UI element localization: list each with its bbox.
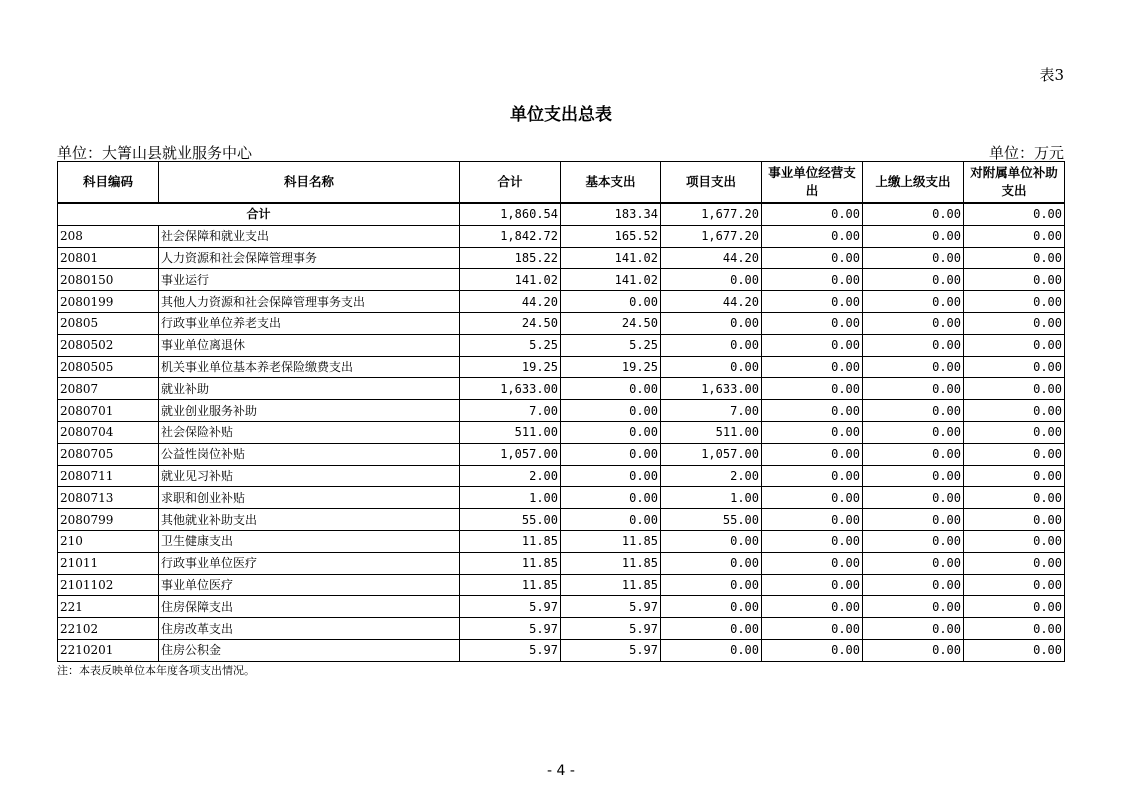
- cell-project: 55.00: [661, 509, 762, 531]
- cell-name: 事业单位离退休: [159, 334, 460, 356]
- table-row: [58, 247, 1065, 269]
- cell-total: 11.85: [460, 552, 561, 574]
- cell-code: 2101102: [58, 574, 159, 596]
- cell-basic: 0.00: [561, 509, 661, 531]
- cell-basic: 24.50: [561, 312, 661, 334]
- page-title: 单位支出总表: [510, 105, 612, 125]
- cell-code: 2080701: [58, 400, 159, 422]
- cell-subsidy: 0.00: [964, 509, 1065, 531]
- cell-project: 511.00: [661, 421, 762, 443]
- cell-total: 2.00: [460, 465, 561, 487]
- table-row: [58, 596, 1065, 618]
- cell-name: 行政事业单位养老支出: [159, 312, 460, 334]
- cell-total: 511.00: [460, 421, 561, 443]
- table-row: [58, 400, 1065, 422]
- cell-code: 210: [58, 530, 159, 552]
- cell-code: 208: [58, 225, 159, 247]
- table-row: [58, 421, 1065, 443]
- total-row: [58, 203, 1065, 225]
- total-subsidy: 0.00: [964, 203, 1065, 225]
- unit-name: 单位：大箐山县就业服务中心: [57, 144, 253, 162]
- cell-total: 55.00: [460, 509, 561, 531]
- cell-business: 0.00: [762, 378, 863, 400]
- cell-total: 185.22: [460, 247, 561, 269]
- cell-superior: 0.00: [863, 574, 964, 596]
- table-number: 表3: [1039, 66, 1064, 84]
- cell-business: 0.00: [762, 421, 863, 443]
- cell-code: 2210201: [58, 639, 159, 661]
- cell-superior: 0.00: [863, 509, 964, 531]
- table-row: [58, 225, 1065, 247]
- cell-total: 5.97: [460, 639, 561, 661]
- cell-project: 0.00: [661, 312, 762, 334]
- header-basic: 基本支出: [561, 162, 661, 204]
- cell-superior: 0.00: [863, 443, 964, 465]
- cell-basic: 0.00: [561, 487, 661, 509]
- table-row: [58, 269, 1065, 291]
- cell-subsidy: 0.00: [964, 421, 1065, 443]
- cell-subsidy: 0.00: [964, 334, 1065, 356]
- cell-basic: 141.02: [561, 269, 661, 291]
- cell-superior: 0.00: [863, 269, 964, 291]
- cell-subsidy: 0.00: [964, 291, 1065, 313]
- cell-superior: 0.00: [863, 639, 964, 661]
- table-row: [58, 291, 1065, 313]
- table-row: [58, 312, 1065, 334]
- cell-total: 5.25: [460, 334, 561, 356]
- total-project: 1,677.20: [661, 203, 762, 225]
- cell-basic: 5.97: [561, 618, 661, 640]
- cell-project: 0.00: [661, 269, 762, 291]
- cell-superior: 0.00: [863, 291, 964, 313]
- cell-total: 44.20: [460, 291, 561, 313]
- total-business: 0.00: [762, 203, 863, 225]
- cell-name: 社会保险补贴: [159, 421, 460, 443]
- cell-name: 机关事业单位基本养老保险缴费支出: [159, 356, 460, 378]
- cell-subsidy: 0.00: [964, 530, 1065, 552]
- cell-name: 卫生健康支出: [159, 530, 460, 552]
- cell-project: 1,677.20: [661, 225, 762, 247]
- cell-code: 20801: [58, 247, 159, 269]
- table-row: [58, 487, 1065, 509]
- cell-superior: 0.00: [863, 487, 964, 509]
- cell-project: 7.00: [661, 400, 762, 422]
- cell-basic: 141.02: [561, 247, 661, 269]
- cell-basic: 11.85: [561, 552, 661, 574]
- cell-subsidy: 0.00: [964, 639, 1065, 661]
- cell-business: 0.00: [762, 487, 863, 509]
- cell-superior: 0.00: [863, 312, 964, 334]
- table-row: [58, 334, 1065, 356]
- cell-basic: 11.85: [561, 574, 661, 596]
- cell-business: 0.00: [762, 530, 863, 552]
- cell-superior: 0.00: [863, 465, 964, 487]
- cell-subsidy: 0.00: [964, 378, 1065, 400]
- cell-superior: 0.00: [863, 225, 964, 247]
- cell-code: 2080199: [58, 291, 159, 313]
- cell-total: 7.00: [460, 400, 561, 422]
- cell-code: 2080711: [58, 465, 159, 487]
- cell-total: 1.00: [460, 487, 561, 509]
- cell-superior: 0.00: [863, 421, 964, 443]
- cell-subsidy: 0.00: [964, 247, 1065, 269]
- cell-total: 5.97: [460, 596, 561, 618]
- cell-project: 1.00: [661, 487, 762, 509]
- header-project: 项目支出: [661, 162, 762, 204]
- cell-total: 5.97: [460, 618, 561, 640]
- cell-total: 1,633.00: [460, 378, 561, 400]
- cell-subsidy: 0.00: [964, 269, 1065, 291]
- cell-subsidy: 0.00: [964, 356, 1065, 378]
- cell-project: 0.00: [661, 552, 762, 574]
- cell-code: 20805: [58, 312, 159, 334]
- cell-superior: 0.00: [863, 618, 964, 640]
- cell-business: 0.00: [762, 596, 863, 618]
- footnote: 注：本表反映单位本年度各项支出情况。: [57, 664, 255, 677]
- table-row: [58, 378, 1065, 400]
- cell-code: 221: [58, 596, 159, 618]
- header-row: [58, 162, 1065, 204]
- table-row: [58, 509, 1065, 531]
- cell-code: 2080502: [58, 334, 159, 356]
- cell-superior: 0.00: [863, 247, 964, 269]
- header-business: 事业单位经营支出: [762, 162, 863, 204]
- cell-basic: 0.00: [561, 465, 661, 487]
- cell-superior: 0.00: [863, 596, 964, 618]
- cell-basic: 5.97: [561, 596, 661, 618]
- table-row: [58, 356, 1065, 378]
- table-row: [58, 574, 1065, 596]
- cell-name: 就业见习补贴: [159, 465, 460, 487]
- cell-business: 0.00: [762, 509, 863, 531]
- cell-project: 0.00: [661, 334, 762, 356]
- cell-subsidy: 0.00: [964, 487, 1065, 509]
- cell-code: 2080799: [58, 509, 159, 531]
- cell-project: 0.00: [661, 618, 762, 640]
- cell-superior: 0.00: [863, 334, 964, 356]
- table-row: [58, 530, 1065, 552]
- table-row: [58, 465, 1065, 487]
- cell-subsidy: 0.00: [964, 225, 1065, 247]
- cell-basic: 0.00: [561, 443, 661, 465]
- cell-business: 0.00: [762, 225, 863, 247]
- cell-business: 0.00: [762, 400, 863, 422]
- cell-subsidy: 0.00: [964, 596, 1065, 618]
- cell-subsidy: 0.00: [964, 312, 1065, 334]
- cell-business: 0.00: [762, 552, 863, 574]
- header-code: 科目编码: [58, 162, 159, 204]
- cell-code: 20807: [58, 378, 159, 400]
- cell-business: 0.00: [762, 574, 863, 596]
- table-row: [58, 443, 1065, 465]
- cell-basic: 5.97: [561, 639, 661, 661]
- cell-project: 0.00: [661, 530, 762, 552]
- cell-project: 0.00: [661, 356, 762, 378]
- table-row: [58, 618, 1065, 640]
- cell-project: 0.00: [661, 639, 762, 661]
- cell-subsidy: 0.00: [964, 465, 1065, 487]
- cell-superior: 0.00: [863, 400, 964, 422]
- header-superior: 上缴上级支出: [863, 162, 964, 204]
- cell-name: 事业运行: [159, 269, 460, 291]
- cell-name: 就业补助: [159, 378, 460, 400]
- cell-project: 44.20: [661, 247, 762, 269]
- cell-name: 公益性岗位补贴: [159, 443, 460, 465]
- cell-total: 11.85: [460, 574, 561, 596]
- cell-name: 住房保障支出: [159, 596, 460, 618]
- cell-superior: 0.00: [863, 530, 964, 552]
- cell-basic: 5.25: [561, 334, 661, 356]
- cell-code: 2080713: [58, 487, 159, 509]
- cell-superior: 0.00: [863, 552, 964, 574]
- cell-subsidy: 0.00: [964, 574, 1065, 596]
- cell-code: 2080505: [58, 356, 159, 378]
- cell-project: 44.20: [661, 291, 762, 313]
- cell-code: 21011: [58, 552, 159, 574]
- total-total: 1,860.54: [460, 203, 561, 225]
- total-label: 合计: [58, 203, 460, 225]
- cell-project: 0.00: [661, 596, 762, 618]
- cell-code: 2080150: [58, 269, 159, 291]
- cell-code: 22102: [58, 618, 159, 640]
- cell-business: 0.00: [762, 247, 863, 269]
- cell-code: 2080705: [58, 443, 159, 465]
- cell-name: 其他就业补助支出: [159, 509, 460, 531]
- cell-subsidy: 0.00: [964, 443, 1065, 465]
- cell-name: 求职和创业补贴: [159, 487, 460, 509]
- cell-project: 1,057.00: [661, 443, 762, 465]
- cell-name: 住房改革支出: [159, 618, 460, 640]
- cell-basic: 11.85: [561, 530, 661, 552]
- cell-subsidy: 0.00: [964, 552, 1065, 574]
- cell-total: 1,057.00: [460, 443, 561, 465]
- cell-subsidy: 0.00: [964, 400, 1065, 422]
- cell-basic: 0.00: [561, 378, 661, 400]
- cell-business: 0.00: [762, 356, 863, 378]
- cell-basic: 0.00: [561, 291, 661, 313]
- cell-basic: 0.00: [561, 421, 661, 443]
- expenditure-table: [57, 161, 1065, 662]
- cell-business: 0.00: [762, 618, 863, 640]
- cell-business: 0.00: [762, 312, 863, 334]
- cell-name: 其他人力资源和社会保障管理事务支出: [159, 291, 460, 313]
- cell-basic: 19.25: [561, 356, 661, 378]
- cell-name: 行政事业单位医疗: [159, 552, 460, 574]
- cell-subsidy: 0.00: [964, 618, 1065, 640]
- page-number: - 4 -: [547, 763, 575, 779]
- cell-superior: 0.00: [863, 356, 964, 378]
- cell-name: 就业创业服务补助: [159, 400, 460, 422]
- cell-total: 1,842.72: [460, 225, 561, 247]
- cell-name: 社会保障和就业支出: [159, 225, 460, 247]
- cell-name: 事业单位医疗: [159, 574, 460, 596]
- cell-project: 2.00: [661, 465, 762, 487]
- header-subsidy: 对附属单位补助支出: [964, 162, 1065, 204]
- cell-basic: 0.00: [561, 400, 661, 422]
- table-row: [58, 639, 1065, 661]
- cell-business: 0.00: [762, 291, 863, 313]
- cell-business: 0.00: [762, 269, 863, 291]
- cell-business: 0.00: [762, 334, 863, 356]
- total-superior: 0.00: [863, 203, 964, 225]
- cell-business: 0.00: [762, 443, 863, 465]
- cell-business: 0.00: [762, 465, 863, 487]
- cell-code: 2080704: [58, 421, 159, 443]
- cell-project: 0.00: [661, 574, 762, 596]
- cell-superior: 0.00: [863, 378, 964, 400]
- cell-project: 1,633.00: [661, 378, 762, 400]
- cell-total: 11.85: [460, 530, 561, 552]
- cell-total: 24.50: [460, 312, 561, 334]
- cell-total: 141.02: [460, 269, 561, 291]
- table-row: [58, 552, 1065, 574]
- cell-name: 住房公积金: [159, 639, 460, 661]
- total-basic: 183.34: [561, 203, 661, 225]
- cell-business: 0.00: [762, 639, 863, 661]
- header-name: 科目名称: [159, 162, 460, 204]
- cell-total: 19.25: [460, 356, 561, 378]
- cell-name: 人力资源和社会保障管理事务: [159, 247, 460, 269]
- cell-basic: 165.52: [561, 225, 661, 247]
- header-total: 合计: [460, 162, 561, 204]
- currency-unit: 单位：万元: [988, 144, 1064, 162]
